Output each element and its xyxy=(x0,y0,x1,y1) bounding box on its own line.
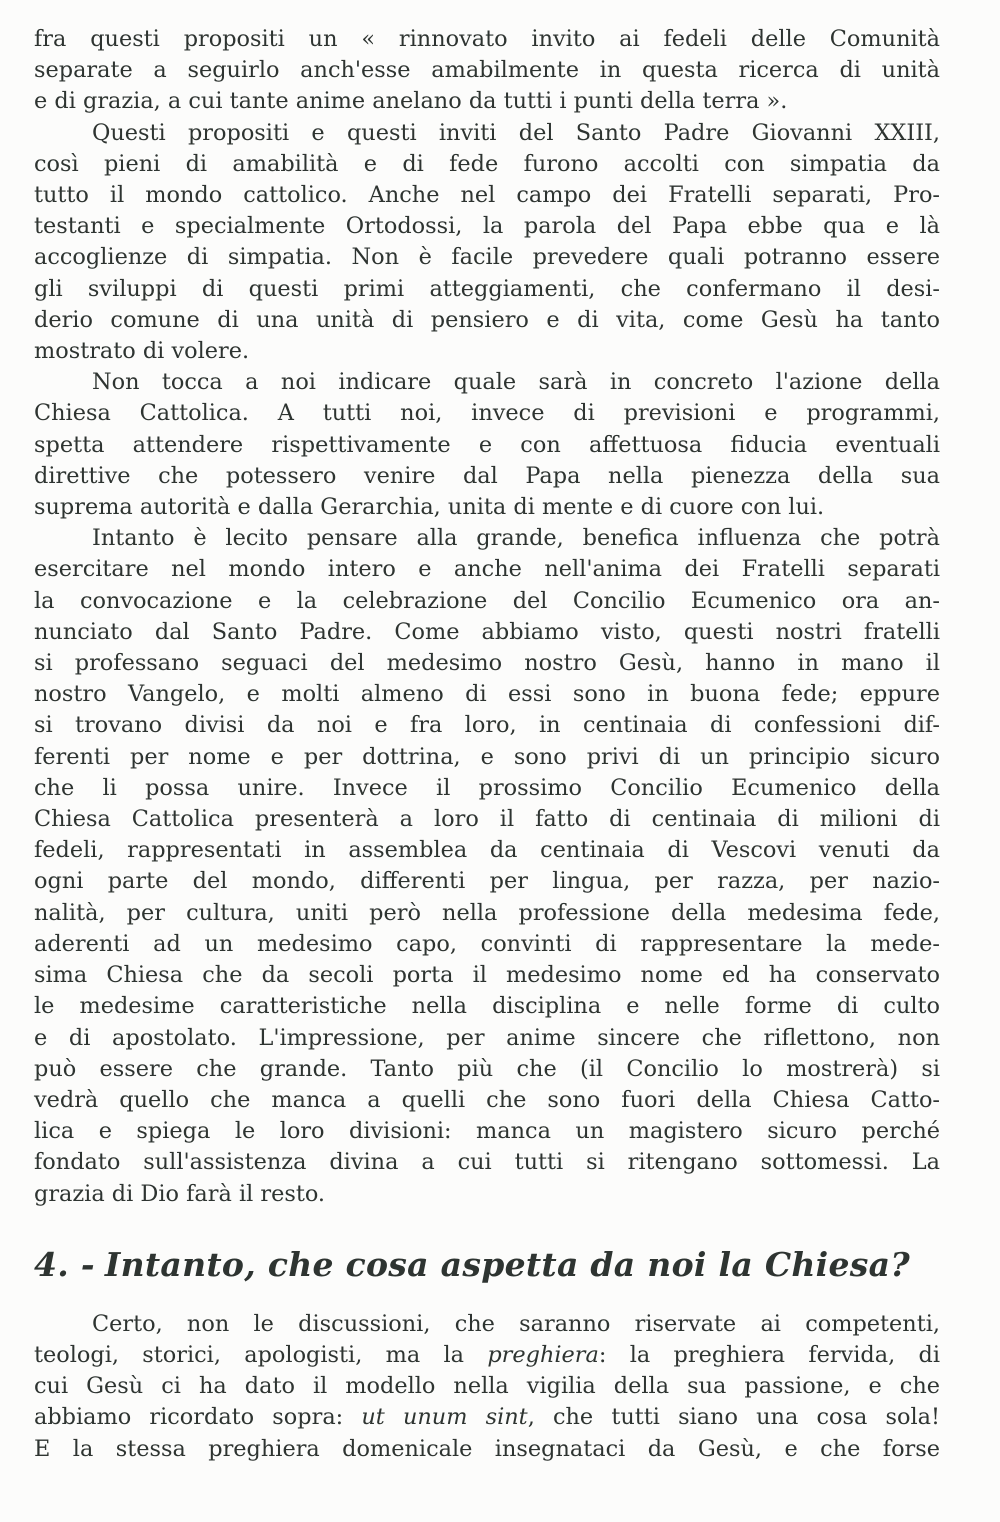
text-line: derio comune di una unità di pensiero e di vita, come Gesù ha tanto xyxy=(34,306,940,333)
text-line: le medesime caratteristiche nella disciplina e nelle forme di culto xyxy=(34,993,940,1020)
text-line: fedeli, rappresentati in assemblea da centinaia di Vescovi venuti da xyxy=(34,837,940,864)
text-line: si trovano divisi da noi e fra loro, in centinaia di confessioni dif- xyxy=(34,712,940,739)
text-fragment: teologi, storici, apologisti, ma la xyxy=(34,1341,488,1368)
text-line: lica e spiega le loro divisioni: manca un magistero sicuro perché xyxy=(34,1118,940,1145)
document-page xyxy=(34,24,940,1465)
text-line: direttive che potessero venire dal Papa nella pienezza della sua xyxy=(34,462,940,489)
text-line: si professano seguaci del medesimo nostro Gesù, hanno in mano il xyxy=(34,650,940,677)
text-line: Intanto è lecito pensare alla grande, benefica influenza che potrà xyxy=(92,525,940,552)
text-line: Non tocca a noi indicare quale sarà in concreto l'azione della xyxy=(92,369,940,396)
paragraph-2 xyxy=(34,118,940,368)
text-line: fra questi propositi un « rinnovato invito ai fedeli delle Comunità xyxy=(34,26,940,52)
text-line: e di grazia, a cui tante anime anelano da tutti i punti della terra ». xyxy=(34,88,788,115)
text-line: spetta attendere rispettivamente e con affettuosa fiducia eventuali xyxy=(34,431,940,458)
text-line: gli sviluppi di questi primi atteggiamenti, che confermano il desi- xyxy=(34,275,940,302)
text-line: esercitare nel mondo intero e anche nell'anima dei Fratelli separati xyxy=(34,556,940,583)
text-line: che li possa unire. Invece il prossimo Concilio Ecumenico della xyxy=(34,774,940,801)
text-line: mostrato di volere. xyxy=(34,338,250,365)
text-line: nunciato dal Santo Padre. Come abbiamo visto, questi nostri fratelli xyxy=(34,618,940,645)
text-line: vedrà quello che manca a quelli che sono fuori della Chiesa Catto- xyxy=(34,1086,940,1113)
text-line: così pieni di amabilità e di fede furono accolti con simpatia da xyxy=(34,150,940,177)
text-line: nostro Vangelo, e molti almeno di essi sono in buona fede; eppure xyxy=(34,681,940,708)
text-line xyxy=(34,1340,940,1371)
text-line: separate a seguirlo anch'esse amabilmente in questa ricerca di unità xyxy=(34,57,940,84)
text-line: fondato sull'assistenza divina a cui tutti si ritengano sottomessi. La xyxy=(34,1149,940,1176)
text-line: aderenti ad un medesimo capo, convinti di rappresentare la mede- xyxy=(34,930,940,957)
paragraph-3 xyxy=(34,367,940,523)
text-line: ferenti per nome e per dottrina, e sono privi di un principio sicuro xyxy=(34,743,940,770)
paragraph-1 xyxy=(34,24,940,118)
text-line: Questi propositi e questi inviti del Santo Padre Giovanni XXIII, xyxy=(92,119,940,146)
text-line: Certo, non le discussioni, che saranno riservate ai competenti, xyxy=(92,1310,940,1337)
text-line: cui Gesù ci ha dato il modello nella vigilia della sua passione, e che xyxy=(34,1373,940,1400)
section-title: Intanto, che cosa aspetta da noi la Chiesa? xyxy=(104,1244,911,1284)
text-fragment: abbiamo ricordato sopra: xyxy=(34,1404,362,1431)
text-fragment: , che tutti siano una cosa sola! xyxy=(527,1404,940,1431)
text-line: la convocazione e la celebrazione del Concilio Ecumenico ora an- xyxy=(34,587,940,614)
section-heading xyxy=(34,1245,940,1285)
text-line: suprema autorità e dalla Gerarchia, unita di mente e di cuore con lui. xyxy=(34,494,825,521)
paragraph-4 xyxy=(34,523,940,1209)
text-line: può essere che grande. Tanto più che (il Concilio lo mostrerà) si xyxy=(34,1055,940,1082)
text-line: Chiesa Cattolica presenterà a loro il fatto di centinaia di milioni di xyxy=(34,806,940,833)
emphasis-preghiera: preghiera xyxy=(487,1341,599,1368)
text-line: E la stessa preghiera domenicale insegnataci da Gesù, e che forse xyxy=(34,1435,940,1462)
text-line: Chiesa Cattolica. A tutti noi, invece di previsioni e programmi, xyxy=(34,400,940,427)
text-line: ogni parte del mondo, differenti per lingua, per razza, per nazio- xyxy=(34,868,940,895)
text-fragment: : la preghiera fervida, di xyxy=(598,1341,940,1368)
text-line: testanti e specialmente Ortodossi, la parola del Papa ebbe qua e là xyxy=(34,213,940,240)
text-line: tutto il mondo cattolico. Anche nel campo dei Fratelli separati, Pro- xyxy=(34,182,940,209)
section-number: 4. - xyxy=(34,1244,95,1284)
text-line: nalità, per cultura, uniti però nella professione della medesima fede, xyxy=(34,899,940,926)
text-line: sima Chiesa che da secoli porta il medesimo nome ed ha conservato xyxy=(34,962,940,989)
paragraph-5 xyxy=(34,1309,940,1465)
text-line xyxy=(34,1402,940,1433)
text-line: e di apostolato. L'impressione, per anime sincere che riflettono, non xyxy=(34,1024,940,1051)
text-line: grazia di Dio farà il resto. xyxy=(34,1180,326,1207)
text-line: accoglienze di simpatia. Non è facile prevedere quali potranno essere xyxy=(34,244,940,271)
emphasis-ut-unum-sint: ut unum sint xyxy=(361,1404,528,1431)
